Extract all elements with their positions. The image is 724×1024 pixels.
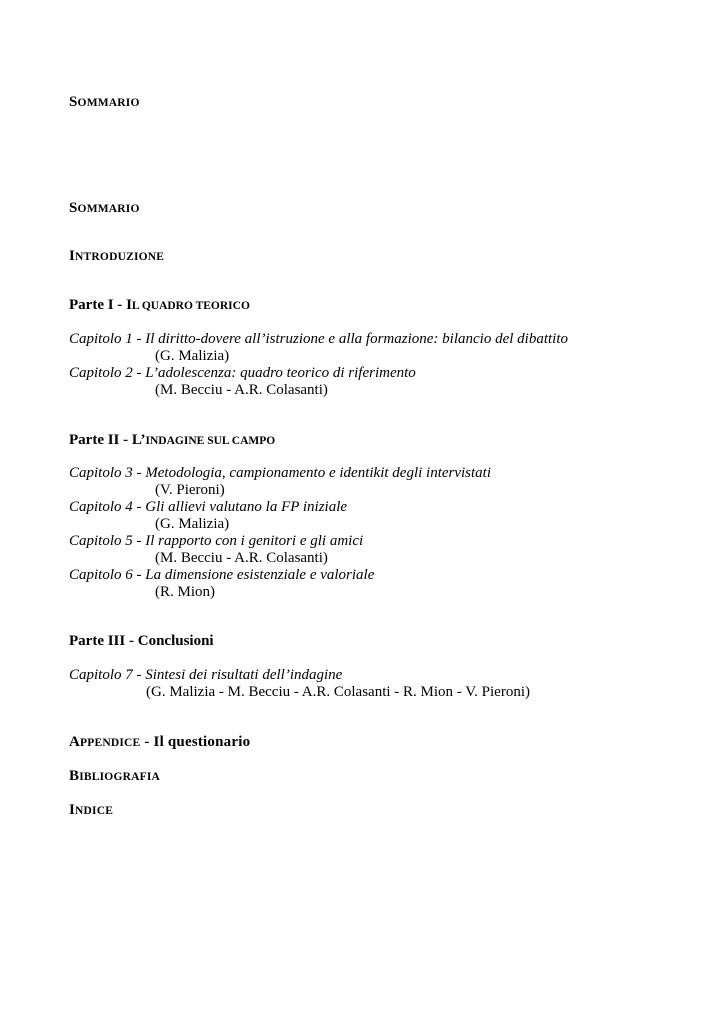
toc-indice: INDICE: [69, 802, 114, 818]
toc-capitolo-5-authors: (M. Becciu - A.R. Colasanti): [155, 550, 328, 566]
toc-capitolo-3-authors: (V. Pieroni): [155, 482, 225, 498]
toc-capitolo-1: Capitolo 1 - Il diritto-dovere all’istruzione e alla formazione: bilancio del dibattito: [69, 331, 568, 347]
toc-capitolo-2-authors: (M. Becciu - A.R. Colasanti): [155, 382, 328, 398]
toc-introduzione: INTRODUZIONE: [69, 248, 165, 264]
toc-capitolo-2: Capitolo 2 - L’adolescenza: quadro teorico di riferimento: [69, 365, 416, 381]
toc-capitolo-3: Capitolo 3 - Metodologia, campionamento e identikit degli intervistati: [69, 465, 492, 481]
toc-capitolo-7-authors: (G. Malizia - M. Becciu - A.R. Colasanti - R. Mion - V. Pieroni): [146, 684, 530, 700]
toc-capitolo-4-authors: (G. Malizia): [155, 516, 230, 532]
toc-bibliografia: BIBLIOGRAFIA: [69, 768, 161, 784]
toc-capitolo-4: Capitolo 4 - Gli allievi valutano la FP iniziale: [69, 499, 348, 515]
toc-capitolo-6-authors: (R. Mion): [155, 584, 215, 600]
page-header-sommario: SOMMARIO: [69, 94, 140, 110]
toc-parte-3: Parte III - Conclusioni: [69, 633, 214, 649]
toc-parte-1: Parte I - IL QUADRO TEORICO: [69, 297, 250, 313]
toc-sommario: SOMMARIO: [69, 200, 140, 216]
toc-capitolo-6: Capitolo 6 - La dimensione esistenziale e valoriale: [69, 567, 375, 583]
toc-capitolo-5: Capitolo 5 - Il rapporto con i genitori e gli amici: [69, 533, 364, 549]
toc-capitolo-1-authors: (G. Malizia): [155, 348, 230, 364]
toc-parte-2: Parte II - L’INDAGINE SUL CAMPO: [69, 432, 276, 448]
toc-capitolo-7: Capitolo 7 - Sintesi dei risultati dell’indagine: [69, 667, 343, 683]
toc-appendice: APPENDICE - Il questionario: [69, 734, 251, 750]
